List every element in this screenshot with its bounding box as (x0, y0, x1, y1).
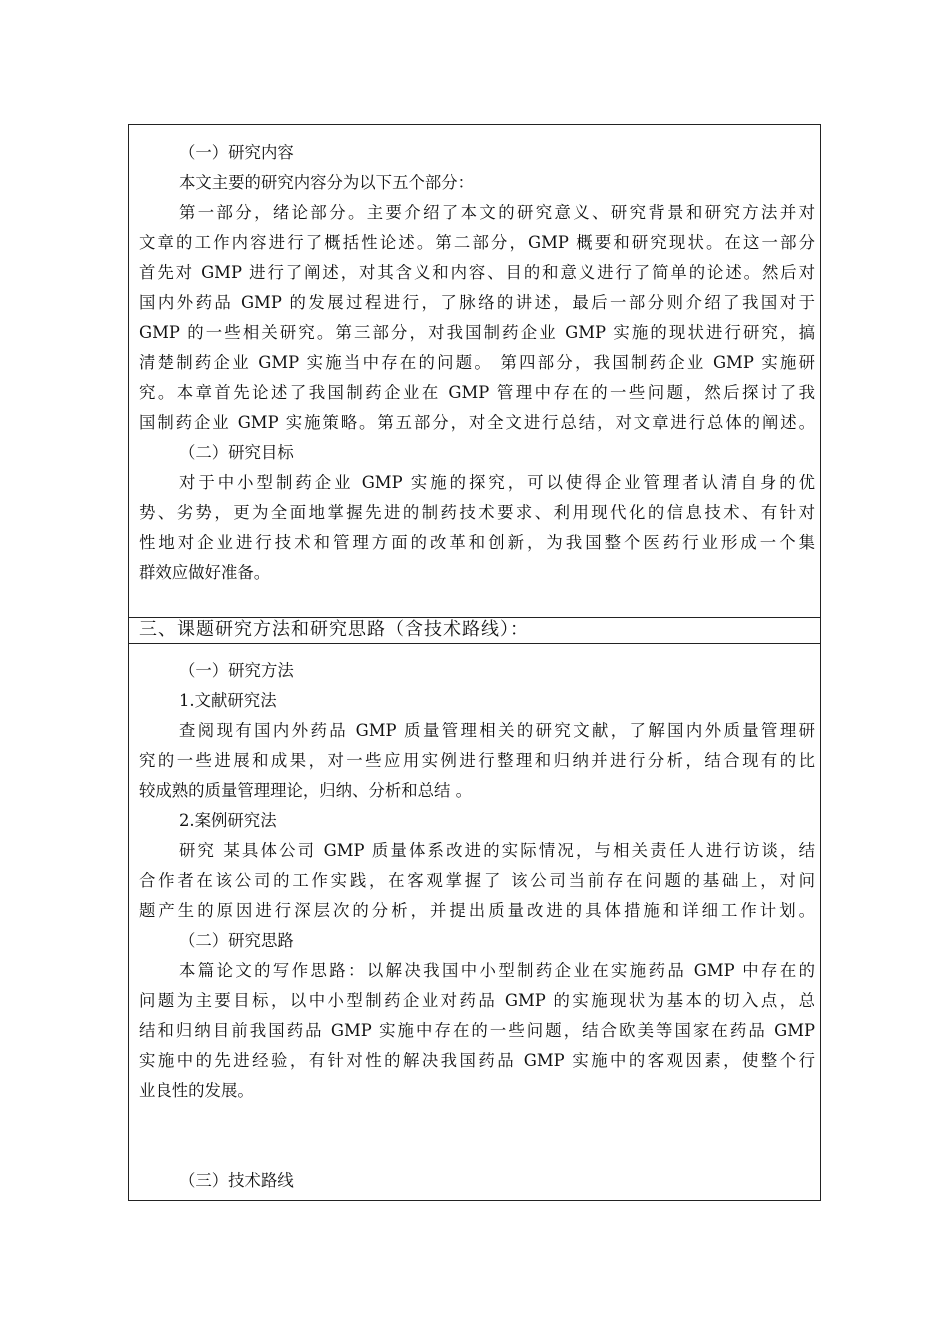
subheading-literature-method: 1.文献研究法 (179, 691, 277, 710)
paragraph-line: 对于中小型制药企业 GMP 实施的探究，可以使得企业管理者认清自身的优 (179, 473, 815, 492)
subheading-technical-route: （三）技术路线 (179, 1171, 294, 1190)
paragraph-line: 清楚制药企业 GMP 实施当中存在的问题。 第四部分，我国制药企业 GMP 实施研 (139, 353, 815, 372)
subheading-research-approach: （二）研究思路 (179, 931, 294, 950)
paragraph-line: 国制药企业 GMP 实施策略。第五部分，对全文进行总结，对文章进行总体的阐述。 (139, 413, 815, 432)
paragraph-line: 国内外药品 GMP 的发展过程进行，了脉络的讲述，最后一部分则介绍了我国对于 (139, 293, 815, 312)
paragraph-line: 第一部分，绪论部分。主要介绍了本文的研究意义、研究背景和研究方法并对 (179, 203, 815, 222)
paragraph-line: 较成熟的质量管理理论，归纳、分析和总结 。 (139, 781, 473, 800)
row-divider (129, 643, 820, 644)
paragraph-line: 势、劣势，更为全面地掌握先进的制药技术要求、利用现代化的信息技术、有针对 (139, 503, 815, 522)
blank-space (139, 1106, 815, 1166)
paragraph-line: 合作者在该公司的工作实践，在客观掌握了 该公司当前存在问题的基础上，对问 (139, 871, 815, 890)
research-method-cell (139, 656, 815, 1196)
paragraph-line: 究。本章首先论述了我国制药企业在 GMP 管理中存在的一些问题，然后探讨了我 (139, 383, 815, 402)
paragraph-line: 业良性的发展。 (139, 1081, 254, 1100)
subheading-research-content: （一）研究内容 (179, 143, 294, 162)
subheading-case-method: 2.案例研究法 (179, 811, 277, 830)
paragraph-line: 问题为主要目标，以中小型制药企业对药品 GMP 的实施现状为基本的切入点，总 (139, 991, 815, 1010)
research-content-cell (139, 138, 815, 588)
paragraph-line: 查阅现有国内外药品 GMP 质量管理相关的研究文献，了解国内外质量管理研 (179, 721, 815, 740)
paragraph-line: 结和归纳目前我国药品 GMP 实施中存在的一些问题，结合欧美等国家在药品 GMP (139, 1021, 815, 1040)
paragraph-line: 文章的工作内容进行了概括性论述。第二部分，GMP 概要和研究现状。在这一部分 (139, 233, 815, 252)
paragraph-line: 首先对 GMP 进行了阐述，对其含义和内容、目的和意义进行了简单的论述。然后对 (139, 263, 815, 282)
paragraph-line: 本文主要的研究内容分为以下五个部分： (179, 173, 475, 192)
subheading-research-method: （一）研究方法 (179, 661, 294, 680)
paragraph-line: GMP 的一些相关研究。第三部分，对我国制药企业 GMP 实施的现状进行研究，搞 (139, 323, 815, 342)
subheading-research-goal: （二）研究目标 (179, 443, 294, 462)
section-heading: 三、课题研究方法和研究思路（含技术路线）： (139, 619, 529, 640)
paragraph-line: 实施中的先进经验，有针对性的解决我国药品 GMP 实施中的客观因素，使整个行 (139, 1051, 815, 1070)
paragraph-line: 本篇论文的写作思路：以解决我国中小型制药企业在实施药品 GMP 中存在的 (179, 961, 815, 980)
paragraph-line: 究的一些进展和成果，对一些应用实例进行整理和归纳并进行分析，结合现有的比 (139, 751, 815, 770)
paragraph-line: 题产生的原因进行深层次的分析，并提出质量改进的具体措施和详细工作计划。 (139, 901, 815, 920)
document-table (128, 124, 821, 1201)
paragraph-line: 群效应做好准备。 (139, 563, 271, 582)
paragraph-line: 研究 某具体公司 GMP 质量体系改进的实际情况，与相关责任人进行访谈，结 (179, 841, 815, 860)
paragraph-line: 性地对企业进行技术和管理方面的改革和创新，为我国整个医药行业形成一个集 (139, 533, 815, 552)
